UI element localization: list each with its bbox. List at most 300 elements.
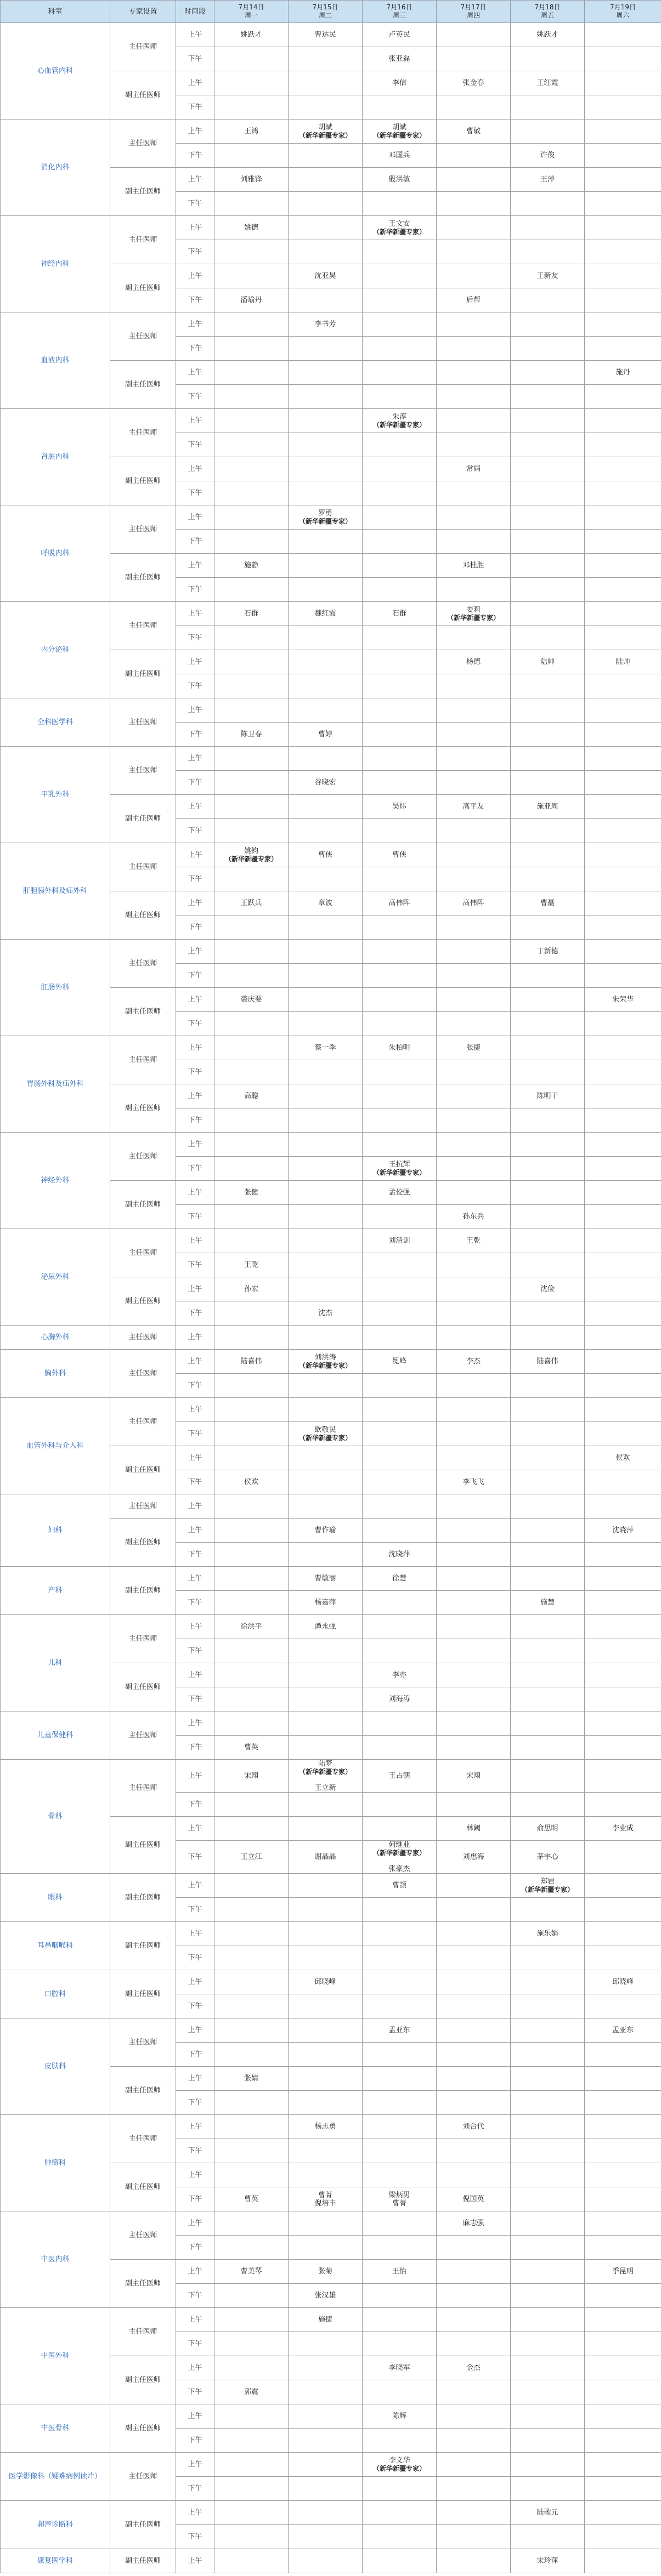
doctor-cell: [363, 1157, 437, 1181]
doctor-cell: [585, 964, 661, 988]
time-period: 下午: [176, 288, 214, 312]
doctor-cell: [437, 964, 511, 988]
doctor-cell: 宋翔: [214, 1760, 289, 1793]
doctor-cell: [363, 2501, 437, 2525]
time-period: 下午: [176, 2043, 214, 2067]
department-name: 消化内科: [1, 120, 110, 216]
doctor-cell: [363, 1133, 437, 1157]
time-period: 下午: [176, 433, 214, 457]
doctor-cell: [511, 2091, 585, 2115]
doctor-cell: [585, 578, 661, 602]
doctor-cell: [585, 95, 661, 120]
doctor-cell: [214, 2308, 289, 2332]
doctor-cell: [585, 554, 661, 578]
expert-level: 副主任医师: [110, 554, 176, 602]
time-period: 下午: [176, 915, 214, 940]
time-period: 下午: [176, 481, 214, 505]
expert-level: 副主任医师: [110, 650, 176, 698]
doctor-cell: [511, 578, 585, 602]
doctor-cell: [437, 433, 511, 457]
doctor-cell: [363, 1615, 437, 1639]
doctor-cell: 孟亚东: [585, 2018, 661, 2043]
doctor-cell: [437, 1277, 511, 1301]
expert-level: 副主任医师: [110, 168, 176, 216]
doctor-cell: 谭永强: [289, 1615, 363, 1639]
doctor-cell: 茅宇心: [511, 1841, 585, 1874]
doctor-cell: [214, 2043, 289, 2067]
doctor-cell: [289, 95, 363, 120]
doctor-cell: [289, 1326, 363, 1350]
time-period: 上午: [176, 1663, 214, 1687]
department-name: 胸外科: [1, 1350, 110, 1398]
doctor-cell: [214, 505, 289, 530]
doctor-cell: [437, 385, 511, 409]
department-name: 医学影像科（疑难病例读片）: [1, 2453, 110, 2501]
doctor-cell: [511, 481, 585, 505]
expert-level: 副主任医师: [110, 1874, 176, 1922]
doctor-cell: [585, 1470, 661, 1494]
doctor-cell: [585, 2356, 661, 2380]
time-period: 上午: [176, 2211, 214, 2236]
department-name: 内分泌科: [1, 602, 110, 698]
doctor-cell: [437, 361, 511, 385]
doctor-cell: 曹磊: [511, 891, 585, 915]
expert-level: 副主任医师: [110, 1084, 176, 1133]
doctor-name: 胡斌: [392, 123, 406, 132]
doctor-cell: [214, 1133, 289, 1157]
doctor-cell: [585, 2453, 661, 2477]
doctor-cell: [214, 1663, 289, 1687]
doctor-cell: [437, 1060, 511, 1084]
doctor-cell: [511, 1229, 585, 1253]
doctor-cell: [585, 1760, 661, 1793]
doctor-cell: 施慧: [511, 1591, 585, 1615]
doctor-cell: 陈卫春: [214, 723, 289, 747]
doctor-name: 张豪杰: [388, 1865, 410, 1873]
doctor-cell: [289, 2404, 363, 2429]
time-period: 上午: [176, 2501, 214, 2525]
doctor-cell: 宋翔: [437, 1760, 511, 1793]
department-name: 神经内科: [1, 216, 110, 312]
schedule-row: [1, 747, 661, 771]
doctor-cell: [585, 2477, 661, 2501]
doctor-cell: 曹敏丽: [289, 1567, 363, 1591]
schedule-row: [1, 843, 661, 867]
doctor-cell: [289, 2043, 363, 2067]
doctor-cell: [289, 1108, 363, 1133]
doctor-cell: [437, 337, 511, 361]
doctor-cell: [289, 385, 363, 409]
doctor-cell: [289, 2525, 363, 2549]
doctor-cell: 冕峰: [363, 1350, 437, 1374]
doctor-cell: [511, 2284, 585, 2308]
doctor-cell: [585, 71, 661, 95]
doctor-cell: [585, 240, 661, 264]
expert-level: 副主任医师: [110, 1519, 176, 1567]
doctor-cell: [437, 144, 511, 168]
doctor-cell: 常娟: [437, 457, 511, 481]
schedule-row: [1, 1874, 661, 1898]
doctor-cell: [585, 1012, 661, 1036]
doctor-cell: 李亦: [363, 1663, 437, 1687]
doctor-cell: [289, 1422, 363, 1446]
doctor-cell: [363, 2139, 437, 2163]
doctor-cell: [363, 915, 437, 940]
header-date: 7月15日: [312, 3, 338, 11]
department-name: 肛肠外科: [1, 940, 110, 1036]
schedule-body: [1, 23, 661, 2573]
doctor-cell: [363, 1494, 437, 1519]
schedule-row: [1, 1398, 661, 1422]
time-period: 上午: [176, 1084, 214, 1108]
schedule-row: [1, 2453, 661, 2477]
doctor-cell: 许俊: [511, 144, 585, 168]
doctor-cell: 曹侠: [363, 843, 437, 867]
doctor-cell: [289, 1350, 363, 1374]
time-period: 下午: [176, 2477, 214, 2501]
doctor-cell: 潘瑜丹: [214, 288, 289, 312]
doctor-cell: [214, 1108, 289, 1133]
expert-level: 主任医师: [110, 940, 176, 988]
doctor-cell: [289, 1470, 363, 1494]
doctor-cell: 魏红霞: [289, 602, 363, 626]
schedule-row: [1, 216, 661, 240]
schedule-row: [1, 1615, 661, 1639]
doctor-cell: [289, 795, 363, 819]
doctor-cell: [214, 2163, 289, 2187]
doctor-cell: [214, 337, 289, 361]
doctor-cell: [363, 650, 437, 674]
doctor-cell: [585, 1874, 661, 1898]
doctor-cell: [363, 2284, 437, 2308]
expert-level: 副主任医师: [110, 988, 176, 1036]
doctor-cell: [289, 71, 363, 95]
time-period: 上午: [176, 264, 214, 288]
time-period: 下午: [176, 385, 214, 409]
doctor-cell: [289, 361, 363, 385]
doctor-cell: [437, 578, 511, 602]
doctor-cell: [214, 867, 289, 891]
expert-note: （新华新疆专家）: [447, 614, 500, 622]
doctor-cell: [437, 2260, 511, 2284]
doctor-cell: [511, 2453, 585, 2477]
expert-level: 副主任医师: [110, 1567, 176, 1615]
time-period: 上午: [176, 1398, 214, 1422]
doctor-cell: 徐慧: [363, 1567, 437, 1591]
doctor-cell: [437, 2091, 511, 2115]
schedule-row: [1, 1326, 661, 1350]
doctor-cell: 章波: [289, 891, 363, 915]
doctor-cell: [214, 2139, 289, 2163]
doctor-cell: 邱晓峰: [585, 1970, 661, 1994]
doctor-cell: [214, 819, 289, 843]
doctor-cell: [511, 1760, 585, 1793]
time-period: 下午: [176, 530, 214, 554]
doctor-cell: [511, 867, 585, 891]
doctor-cell: [585, 2115, 661, 2139]
doctor-cell: [363, 1012, 437, 1036]
doctor-cell: [214, 2211, 289, 2236]
doctor-cell: [437, 1994, 511, 2018]
time-period: 上午: [176, 216, 214, 240]
doctor-cell: 王乾: [437, 1229, 511, 1253]
header-date: 7月16日: [386, 3, 413, 11]
doctor-cell: [511, 2236, 585, 2260]
doctor-name: 梁炳男: [388, 2191, 410, 2199]
schedule-row: [1, 1567, 661, 1591]
header-day: [585, 1, 661, 23]
doctor-cell: 邓桂胜: [437, 554, 511, 578]
time-period: 上午: [176, 1229, 214, 1253]
doctor-cell: 刘合代: [437, 2115, 511, 2139]
doctor-cell: [437, 95, 511, 120]
time-period: 上午: [176, 409, 214, 433]
doctor-cell: [363, 1108, 437, 1133]
doctor-cell: [437, 2429, 511, 2453]
doctor-cell: [289, 192, 363, 216]
doctor-cell: [289, 1229, 363, 1253]
doctor-cell: [511, 1736, 585, 1760]
expert-level: 副主任医师: [110, 2163, 176, 2211]
doctor-cell: [214, 409, 289, 433]
doctor-cell: [437, 192, 511, 216]
doctor-cell: [437, 1615, 511, 1639]
doctor-cell: [214, 1946, 289, 1970]
doctor-cell: 曹作瑜: [289, 1519, 363, 1543]
doctor-cell: [363, 819, 437, 843]
doctor-cell: 刘清剑: [363, 1229, 437, 1253]
doctor-cell: [363, 1084, 437, 1108]
doctor-cell: [289, 1994, 363, 2018]
time-period: 下午: [176, 144, 214, 168]
doctor-cell: [511, 819, 585, 843]
time-period: 上午: [176, 1277, 214, 1301]
doctor-cell: [289, 457, 363, 481]
doctor-cell: 沈晓萍: [363, 1543, 437, 1567]
doctor-cell: [511, 1108, 585, 1133]
department-name: 产科: [1, 1567, 110, 1615]
doctor-cell: [511, 2477, 585, 2501]
doctor-cell: 曹颉: [363, 1874, 437, 1898]
doctor-cell: 曹达民: [289, 23, 363, 47]
doctor-cell: 吴炜: [363, 795, 437, 819]
doctor-cell: [511, 674, 585, 698]
time-period: 下午: [176, 626, 214, 650]
expert-level: 副主任医师: [110, 891, 176, 940]
expert-level: 副主任医师: [110, 2260, 176, 2308]
doctor-cell: [289, 2501, 363, 2525]
doctor-cell: [289, 1711, 363, 1736]
doctor-cell: 姚跃才: [511, 23, 585, 47]
doctor-cell: [363, 2453, 437, 2477]
doctor-cell: 朱荣华: [585, 988, 661, 1012]
doctor-cell: [511, 530, 585, 554]
doctor-cell: [585, 602, 661, 626]
doctor-cell: [363, 747, 437, 771]
doctor-cell: [289, 2236, 363, 2260]
doctor-cell: [437, 1374, 511, 1398]
doctor-cell: [363, 288, 437, 312]
doctor-name: 王抗辉: [388, 1161, 410, 1169]
schedule-row: [1, 940, 661, 964]
doctor-cell: [437, 674, 511, 698]
doctor-name: 陆梦: [318, 1760, 332, 1768]
time-period: 下午: [176, 867, 214, 891]
time-period: 上午: [176, 1970, 214, 1994]
doctor-cell: [289, 2429, 363, 2453]
department-name: 口腔科: [1, 1970, 110, 2018]
expert-level: 主任医师: [110, 602, 176, 650]
expert-level: 主任医师: [110, 2018, 176, 2067]
time-period: 下午: [176, 2091, 214, 2115]
time-period: 上午: [176, 1181, 214, 1205]
department-name: 神经外科: [1, 1133, 110, 1229]
doctor-cell: [363, 505, 437, 530]
time-period: 下午: [176, 2380, 214, 2404]
expert-note: （新华新疆专家）: [372, 1849, 426, 1857]
doctor-cell: 李晓军: [363, 2356, 437, 2380]
doctor-cell: [511, 2308, 585, 2332]
doctor-cell: [363, 312, 437, 337]
time-period: 下午: [176, 240, 214, 264]
expert-note: （新华新疆专家）: [298, 1434, 352, 1442]
doctor-cell: [585, 1398, 661, 1422]
doctor-cell: [289, 1760, 363, 1793]
doctor-cell: [585, 2139, 661, 2163]
doctor-cell: [511, 1994, 585, 2018]
time-period: 上午: [176, 2308, 214, 2332]
doctor-cell: [437, 1736, 511, 1760]
doctor-cell: [214, 2332, 289, 2356]
time-period: 下午: [176, 1994, 214, 2018]
department-name: 儿科: [1, 1615, 110, 1711]
doctor-cell: [437, 1519, 511, 1543]
expert-level: 主任医师: [110, 1133, 176, 1181]
doctor-cell: 郭震: [214, 2380, 289, 2404]
time-period: 下午: [176, 95, 214, 120]
expert-level: 副主任医师: [110, 1817, 176, 1874]
doctor-cell: [289, 1494, 363, 1519]
doctor-cell: [511, 1326, 585, 1350]
doctor-cell: 邱晓峰: [289, 1970, 363, 1994]
doctor-cell: [363, 2308, 437, 2332]
doctor-cell: [214, 1817, 289, 1841]
doctor-cell: [363, 1711, 437, 1736]
time-period: 上午: [176, 602, 214, 626]
doctor-cell: [585, 481, 661, 505]
doctor-cell: 王跃兵: [214, 891, 289, 915]
doctor-cell: [289, 2067, 363, 2091]
doctor-cell: [437, 312, 511, 337]
doctor-cell: [511, 1519, 585, 1543]
doctor-cell: 张健: [214, 1181, 289, 1205]
expert-level: 副主任医师: [110, 2501, 176, 2549]
expert-note: （新华新疆专家）: [372, 132, 426, 139]
doctor-cell: [437, 1591, 511, 1615]
expert-note: （新华新疆专家）: [298, 132, 352, 139]
doctor-cell: [585, 1567, 661, 1591]
doctor-cell: [363, 1793, 437, 1817]
doctor-cell: 陈明干: [511, 1084, 585, 1108]
doctor-cell: 曹美琴: [214, 2260, 289, 2284]
doctor-cell: 曹敏: [437, 120, 511, 144]
doctor-cell: [214, 1874, 289, 1898]
doctor-cell: [363, 964, 437, 988]
doctor-cell: [289, 1446, 363, 1470]
doctor-cell: [363, 1898, 437, 1922]
schedule-row: [1, 120, 661, 144]
doctor-cell: [511, 602, 585, 626]
doctor-cell: [289, 2211, 363, 2236]
schedule-row: [1, 1970, 661, 1994]
doctor-cell: [437, 264, 511, 288]
doctor-cell: [585, 1036, 661, 1060]
doctor-cell: [214, 1639, 289, 1663]
time-period: 上午: [176, 554, 214, 578]
time-period: 下午: [176, 1012, 214, 1036]
expert-note: （新华新疆专家）: [298, 518, 352, 525]
expert-note: （新华新疆专家）: [224, 855, 278, 863]
doctor-cell: [511, 2018, 585, 2043]
schedule-row: [1, 505, 661, 530]
doctor-cell: [289, 288, 363, 312]
expert-level: 主任医师: [110, 1760, 176, 1817]
doctor-cell: [214, 1711, 289, 1736]
time-period: 下午: [176, 1687, 214, 1711]
expert-level: 主任医师: [110, 1350, 176, 1398]
doctor-cell: [511, 457, 585, 481]
doctor-cell: [363, 1817, 437, 1841]
expert-level: 副主任医师: [110, 1446, 176, 1494]
doctor-cell: [363, 1994, 437, 2018]
doctor-cell: 张菊: [289, 2260, 363, 2284]
doctor-cell: [214, 1398, 289, 1422]
doctor-cell: 曹侠: [289, 843, 363, 867]
expert-level: 主任医师: [110, 698, 176, 747]
doctor-cell: [214, 1060, 289, 1084]
doctor-cell: [289, 867, 363, 891]
doctor-name: 朱淳: [392, 413, 406, 421]
department-name: 儿童保健科: [1, 1711, 110, 1760]
header-weekday: 周三: [392, 12, 406, 19]
doctor-name: 王立新: [314, 1784, 336, 1792]
doctor-cell: [585, 867, 661, 891]
doctor-cell: [585, 2236, 661, 2260]
doctor-cell: [585, 1326, 661, 1350]
doctor-cell: [511, 409, 585, 433]
doctor-name: 郑岩: [540, 1878, 555, 1886]
doctor-cell: 丁新德: [511, 940, 585, 964]
department-name: 肾脏内科: [1, 409, 110, 505]
doctor-cell: [363, 1326, 437, 1350]
doctor-cell: 蔡一季: [289, 1036, 363, 1060]
doctor-cell: [511, 554, 585, 578]
schedule-row: [1, 698, 661, 723]
doctor-cell: [437, 1181, 511, 1205]
time-period: 上午: [176, 1036, 214, 1060]
doctor-cell: [214, 2115, 289, 2139]
doctor-cell: [289, 1157, 363, 1181]
doctor-cell: [363, 1922, 437, 1946]
doctor-cell: 石群: [214, 602, 289, 626]
doctor-cell: 沈俭: [511, 1277, 585, 1301]
doctor-cell: 李飞飞: [437, 1470, 511, 1494]
time-period: 上午: [176, 988, 214, 1012]
doctor-cell: [289, 578, 363, 602]
doctor-cell: [363, 433, 437, 457]
doctor-cell: [363, 698, 437, 723]
doctor-cell: [363, 385, 437, 409]
